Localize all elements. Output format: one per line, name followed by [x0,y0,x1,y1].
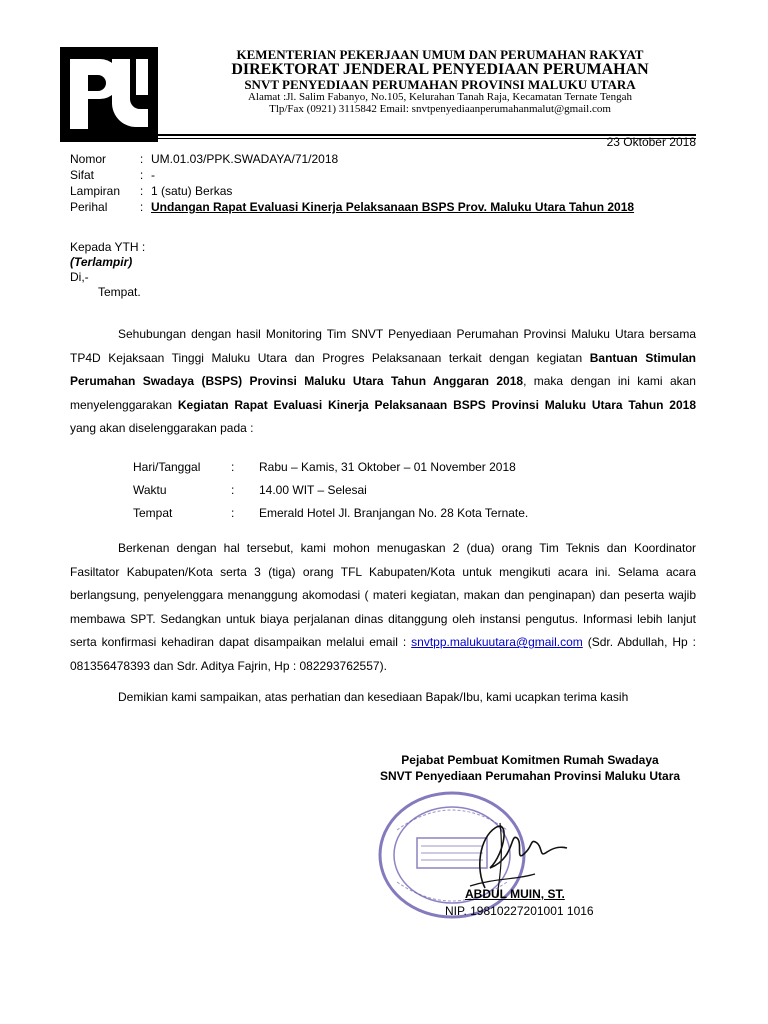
recipient-di: Di,- [70,270,89,284]
letter-date: 23 Oktober 2018 [606,135,696,149]
paragraph-request [70,537,696,678]
signatory-unit: SNVT Penyediaan Perumahan Provinsi Maluku Utara [379,769,681,783]
letterhead-contact: Tlp/Fax (0921) 3115842 Email: snvtpenyediaanperumahanmalut@gmail.com [269,102,611,115]
letterhead-unit: SNVT PENYEDIAAN PERUMAHAN PROVINSI MALUKU UTARA [244,77,636,93]
paragraph-text: Sehubungan dengan hasil Monitoring Tim SNVT Penyediaan Perumahan Provinsi Maluku Utara bersama TP4D Kejaksaan Tinggi Maluku Utara dan Progres Pelaksanaan terkait dengan kegiatan [70,327,696,365]
meta-value: UM.01.03/PPK.SWADAYA/71/2018 [151,152,339,166]
pupr-logo-icon [60,47,158,142]
letterhead-address: Alamat :Jl. Salim Fabanyo, No.105, Kelurahan Tanah Raja, Kecamatan Ternate Tengah [247,91,633,104]
handwritten-signature-icon [455,808,575,898]
paragraph-text: yang akan diselenggarakan pada : [70,421,254,435]
meta-colon: : [139,200,144,214]
meta-nomor [70,151,634,167]
recipient-salutation: Kepada YTH : [70,240,146,254]
meta-label: Sifat [70,168,95,182]
paragraph-bold: Kegiatan Rapat Evaluasi Kinerja Pelaksanaan BSPS Provinsi Maluku Utara Tahun 2018 [177,397,697,412]
schedule-value: Emerald Hotel Jl. Branjangan No. 28 Kota Ternate. [259,506,529,520]
meta-sifat [70,167,634,183]
paragraph-closing: Demikian kami sampaikan, atas perhatian dan kesediaan Bapak/Ibu, kami ucapkan terima kasih [118,690,629,704]
signatory-nip: NIP. 19810227201001 1016 [445,904,594,918]
letter-meta [70,151,634,215]
signatory-title [340,752,720,784]
schedule-venue [133,502,528,525]
signatory-name: ABDUL MUIN, ST. [465,887,565,901]
paragraph-bold: Bantuan Stimulan Perumahan Swadaya (BSPS) Provinsi Maluku Utara Tahun Anggaran 2018 [70,350,696,388]
schedule-colon: : [231,460,235,474]
meta-value: 1 (satu) Berkas [151,184,233,198]
letterhead [160,48,720,115]
recipient-name: (Terlampir) [70,255,133,269]
schedule-time [133,479,528,502]
schedule-label: Tempat [133,506,173,520]
meta-colon: : [139,168,144,182]
recipient-place: Tempat. [98,285,141,299]
schedule-colon: : [231,506,235,520]
meta-lampiran [70,183,634,199]
schedule-day [133,456,528,479]
paragraph-intro [70,323,696,441]
meta-value: - [151,168,155,182]
letterhead-ministry: KEMENTERIAN PEKERJAAN UMUM DAN PERUMAHAN RAKYAT [236,47,644,62]
email-link[interactable]: snvtpp.malukuutara@gmail.com [411,635,583,649]
schedule-label: Hari/Tanggal [133,460,201,474]
schedule-value: Rabu – Kamis, 31 Oktober – 01 November 2018 [259,460,516,474]
meta-subject: Undangan Rapat Evaluasi Kinerja Pelaksanaan BSPS Prov. Maluku Utara Tahun 2018 [151,200,635,214]
meta-colon: : [139,184,144,198]
recipient-block [70,240,145,300]
meta-label: Nomor [70,152,107,166]
meta-label: Perihal [70,200,108,214]
meta-label: Lampiran [70,184,121,198]
meta-colon: : [139,152,144,166]
meta-perihal [70,199,634,215]
paragraph-text: (Sdr. Abdullah, Hp : 081356478393 dan Sdr. Aditya Fajrin, Hp : 082293762557). [70,635,696,673]
schedule-label: Waktu [133,483,167,497]
paragraph-text: , maka dengan ini kami akan menyelenggarakan [70,374,696,412]
paragraph-text: Berkenan dengan hal tersebut, kami mohon menugaskan 2 (dua) orang Tim Teknis dan Koordinator Fasiltator Kabupaten/Kota serta 3 (tiga) orang TFL Kabupaten/Kota untuk mengikuti acara ini. Selama acara berlangsung, penyelenggara menanggung akomodasi ( materi kegiatan, makan dan penginapan) dan peserta wajib membawa SPT. Sedangkan untuk biaya perjalanan dinas ditanggung oleh instansi pengutus. Informasi lebih lanjut serta konfirmasi kehadiran dapat disampaikan melalui email : [70,541,696,649]
schedule-value: 14.00 WIT – Selesai [259,483,367,497]
schedule-colon: : [231,483,235,497]
schedule [133,456,528,525]
letterhead-directorate: DIREKTORAT JENDERAL PENYEDIAAN PERUMAHAN [231,60,649,78]
signatory-position: Pejabat Pembuat Komitmen Rumah Swadaya [401,753,659,767]
